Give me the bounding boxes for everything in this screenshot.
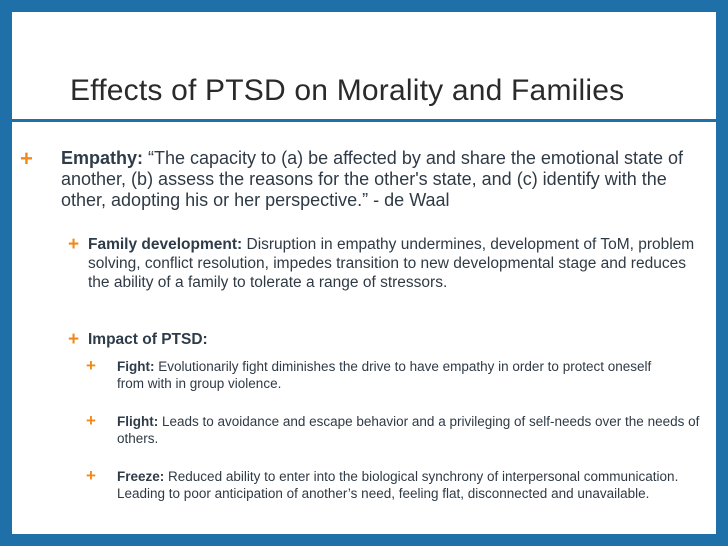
bullet-freeze (117, 469, 702, 502)
plus-icon: + (68, 234, 80, 255)
slide-frame (12, 12, 716, 534)
slide-title: Effects of PTSD on Morality and Families (70, 74, 625, 107)
bullet-flight (117, 414, 707, 447)
bullet-impact-of-ptsd (88, 330, 688, 349)
bullet-term: Freeze: (117, 469, 165, 484)
bullet-term: Flight: (117, 414, 159, 429)
slide-body (12, 12, 716, 534)
bullet-text: Leads to avoidance and escape behavior and a privileging of self-needs over the needs of others. (117, 414, 700, 446)
bullet-text: Reduced ability to enter into the biological synchrony of interpersonal communication. Leading to poor anticipation of another’s need, feeling flat, disconnected and unavailable. (117, 469, 679, 501)
bullet-empathy (61, 148, 701, 211)
plus-icon: + (86, 411, 96, 430)
bullet-text: Disruption in empathy undermines, development of ToM, problem solving, conflict resolution, impedes transition to new developmental stage and reduces the ability of a family to tolerate a range of stressors. (88, 236, 695, 291)
plus-icon: + (86, 356, 96, 375)
bullet-text: Evolutionarily fight diminishes the drive to have empathy in order to protect oneself from with in group violence. (117, 359, 652, 391)
bullet-term: Fight: (117, 359, 155, 374)
plus-icon: + (20, 146, 33, 171)
plus-icon: + (86, 466, 96, 485)
bullet-term: Impact of PTSD: (88, 331, 208, 348)
bullet-family-development (88, 235, 704, 292)
bullet-text: “The capacity to (a) be affected by and share the emotional state of another, (b) assess the reasons for the other's state, and (c) identify with the other, adopting his or her perspective.” - de Waal (61, 148, 683, 210)
plus-icon: + (68, 329, 80, 350)
bullet-fight (117, 359, 677, 392)
bullet-term: Family development: (88, 236, 243, 253)
bullet-term: Empathy: (61, 148, 144, 168)
